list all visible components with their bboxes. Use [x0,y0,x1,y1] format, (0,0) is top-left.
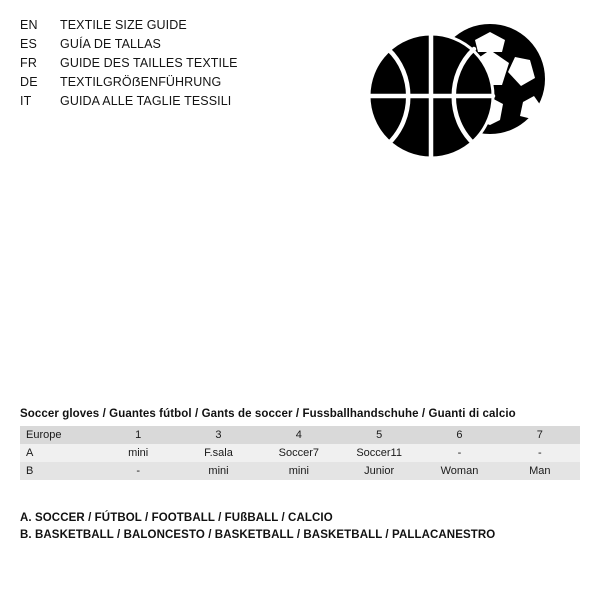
table-header-cell: 6 [419,426,499,444]
table-header-cell: 7 [500,426,580,444]
basketball-and-soccer-ball-icon [355,24,560,169]
legend-language-text: GUÍA DE TALLAS [60,37,161,51]
legend-language-text: TEXTILGRÖẞENFÜHRUNG [60,75,222,89]
legend-language-code: IT [20,94,32,108]
table-cell: Man [500,462,580,480]
table-header-row [20,426,580,444]
table-header-cell: 5 [339,426,419,444]
size-table [20,426,580,480]
legend-row [20,35,320,54]
legend-language-text: GUIDE DES TAILLES TEXTILE [60,56,238,70]
legend-language-text: TEXTILE SIZE GUIDE [60,18,187,32]
legend-row [20,54,320,73]
legend-row [20,16,320,35]
table-cell: Soccer11 [339,444,419,462]
footnote-a: A. SOCCER / FÚTBOL / FOOTBALL / FUßBALL / CALCIO [20,512,333,524]
language-legend [20,16,320,111]
legend-language-text: GUIDA ALLE TAGLIE TESSILI [60,94,232,108]
table-header-cell: 1 [98,426,178,444]
table-header-cell: 3 [178,426,258,444]
footnote-b: B. BASKETBALL / BALONCESTO / BASKETBALL / BASKETBALL / PALLACANESTRO [20,529,496,541]
table-cell: F.sala [178,444,258,462]
legend-language-code: DE [20,75,38,89]
legend-row [20,92,320,111]
legend-language-code: EN [20,18,38,32]
table-row-label: B [20,462,98,480]
table-cell: mini [259,462,339,480]
size-table-block [20,408,580,480]
table-header-cell: Europe [20,426,98,444]
table-cell: - [419,444,499,462]
legend-row [20,73,320,92]
table-row-label: A [20,444,98,462]
table-cell: Junior [339,462,419,480]
table-cell: mini [98,444,178,462]
legend-language-code: ES [20,37,38,51]
table-header-cell: 4 [259,426,339,444]
table-cell: Soccer7 [259,444,339,462]
table-row [20,444,580,462]
table-title: Soccer gloves / Guantes fútbol / Gants de soccer / Fussballhandschuhe / Guanti di calcio [20,408,516,420]
table-cell: mini [178,462,258,480]
legend-language-code: FR [20,56,38,70]
ball-illustration [355,24,560,169]
table-cell: - [500,444,580,462]
table-cell: - [98,462,178,480]
table-row [20,462,580,480]
footnotes [20,510,580,544]
table-cell: Woman [419,462,499,480]
